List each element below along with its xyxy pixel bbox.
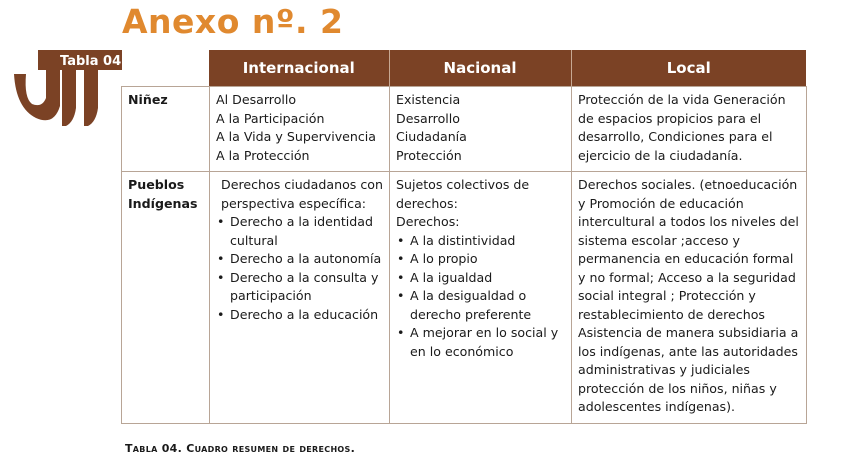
cell-subheading: Derechos: [396, 214, 460, 229]
bullet-item: • A la desigualdad o derecho preferente [410, 287, 565, 324]
bullet-item: • A la distintividad [410, 232, 565, 251]
bullet-item: • Derecho a la autonomía [230, 250, 383, 269]
page-title: Anexo nº. 2 [122, 2, 344, 41]
cell-indigenas-nacional [390, 172, 572, 424]
list-item: A la Vida y Supervivencia [216, 129, 377, 144]
cell-ninez-internacional [210, 87, 390, 172]
list-item: Existencia [396, 92, 461, 107]
row-label-pueblos-indigenas: Pueblos Indígenas [122, 172, 210, 424]
column-header-nacional: Nacional [389, 50, 571, 86]
cell-intro: Sujetos colectivos de derechos: [396, 177, 530, 211]
list-item: Desarrollo [396, 110, 460, 126]
header-spacer [121, 50, 209, 86]
column-header-internacional: Internacional [209, 50, 389, 86]
table-label: Tabla 04 [60, 54, 122, 69]
cell-intro: Derechos ciudadanos con perspectiva específica: [221, 177, 383, 211]
table-row [122, 87, 807, 172]
cell-indigenas-local: Derechos sociales. (etnoeducación y Promoción de educación intercultural a todos los niveles del sistema escolar ;acceso y permanencia en educación formal y no formal; Acceso a la seguridad social integral ; Protección y restablecimiento de derechos Asistencia de manera subsidiaria a los indígenas, ante las autoridades administrativas y judiciales protección de los niños, niñas y adolescentes indígenas). [572, 172, 807, 424]
table-row [122, 172, 807, 424]
bullet-item: • A mejorar en lo social y en lo económico [410, 324, 565, 361]
table-caption: Tabla 04. Cuadro resumen de derechos. [125, 442, 356, 455]
rights-summary-table [121, 50, 806, 86]
list-item: A la Participación [216, 110, 325, 126]
list-item: Ciudadanía [396, 129, 467, 144]
decorative-logo-icon [14, 68, 124, 130]
bullet-item: • A lo propio [410, 250, 565, 269]
rights-summary-body [121, 86, 807, 424]
bullet-item: • Derecho a la consulta y participación [230, 269, 383, 306]
bullet-item: • Derecho a la identidad cultural [230, 213, 383, 250]
cell-ninez-local: Protección de la vida Generación de espacios propicios para el desarrollo, Condiciones para el ejercicio de la ciudadanía. [572, 87, 807, 172]
row-label-ninez: Niñez [122, 87, 210, 172]
cell-indigenas-internacional [210, 172, 390, 424]
cell-ninez-nacional [390, 87, 572, 172]
bullet-item: • A la igualdad [410, 269, 565, 288]
list-item: A la Protección [216, 147, 310, 163]
column-header-local: Local [571, 50, 806, 86]
bullet-item: • Derecho a la educación [230, 306, 383, 325]
list-item: Al Desarrollo [216, 92, 297, 107]
list-item: Protección [396, 147, 462, 163]
table-header-row [121, 50, 806, 86]
